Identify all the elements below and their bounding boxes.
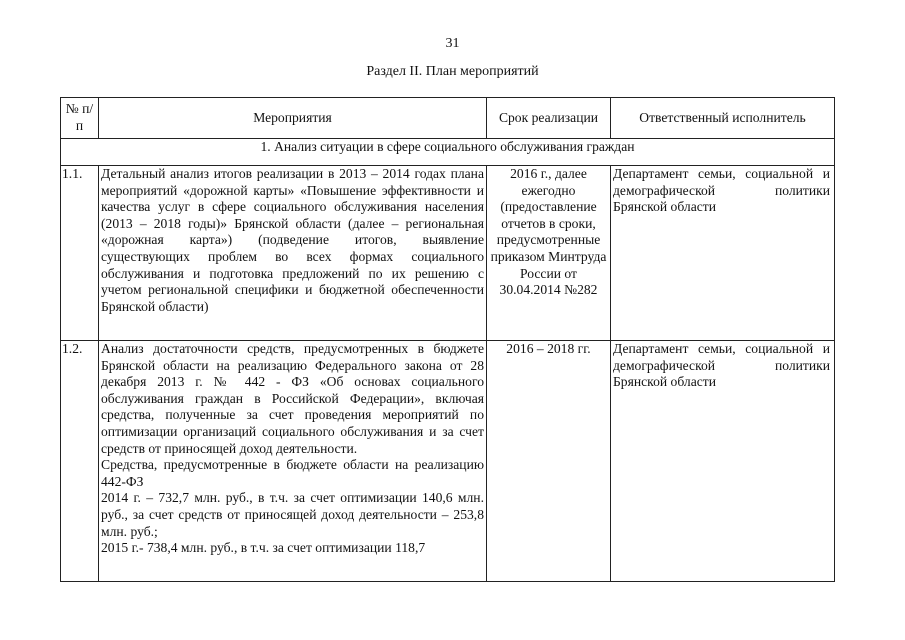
row-responsible: Департамент семьи, социальной и демографической политики Брянской области — [611, 166, 835, 341]
row-term: 2016 г., далее ежегодно (предоставление отчетов в сроки, предусмотренные приказом Минтруда России от 30.04.2014 №282 — [487, 166, 611, 341]
header-num: № п/п — [61, 98, 99, 139]
header-term: Срок реализации — [487, 98, 611, 139]
section-title: Раздел II. План мероприятий — [366, 64, 539, 79]
subsection-title: 1. Анализ ситуации в сфере социального обслуживания граждан — [61, 139, 835, 166]
table-row — [61, 341, 835, 582]
row-activity — [99, 166, 487, 341]
activity-paragraph: 2015 г.- 738,4 млн. руб., в т.ч. за счет оптимизации 118,7 — [101, 540, 426, 556]
header-activities: Мероприятия — [99, 98, 487, 139]
table-row — [61, 166, 835, 341]
row-responsible: Департамент семьи, социальной и демографической политики Брянской области — [611, 341, 835, 582]
row-number: 1.1. — [61, 166, 99, 341]
page-number: 31 — [445, 36, 460, 51]
row-activity — [99, 341, 487, 582]
activity-paragraph: Детальный анализ итогов реализации в 2013 – 2014 годах плана мероприятий «дорожной карты» «Повышение эффективности и качества услуг в сфере социального обслуживания населения (2013 – 2018 годы)» Брянской области (далее – региональная «дорожная карта») (подведение итогов, выявление существующих проблем во всех формах социального обслуживания и подготовка предложений по их решению с учетом региональной специфики и бюджетной обеспеченности Брянской области) — [101, 166, 484, 314]
table-header-row — [61, 98, 835, 139]
subsection-row — [61, 139, 835, 166]
activity-paragraph: Анализ достаточности средств, предусмотренных в бюджете Брянской области на реализацию Федерального закона от 28 декабря 2013 г. № 442 - ФЗ «Об основах социального обслуживания граждан в Российской Федерации», включая средства, полученные за счет проведения мероприятий по оптимизации организаций социального обслуживания и за счет средств от приносящей доход деятельности. — [101, 341, 484, 456]
row-number: 1.2. — [61, 341, 99, 582]
plan-table — [60, 97, 835, 582]
header-responsible: Ответственный исполнитель — [611, 98, 835, 139]
row-term: 2016 – 2018 гг. — [487, 341, 611, 582]
activity-paragraph: Средства, предусмотренные в бюджете области на реализацию 442-ФЗ — [101, 457, 484, 489]
activity-paragraph: 2014 г. – 732,7 млн. руб., в т.ч. за счет оптимизации 140,6 млн. руб., за счет средств от приносящей доход деятельности – 253,8 млн. руб.; — [101, 490, 484, 539]
